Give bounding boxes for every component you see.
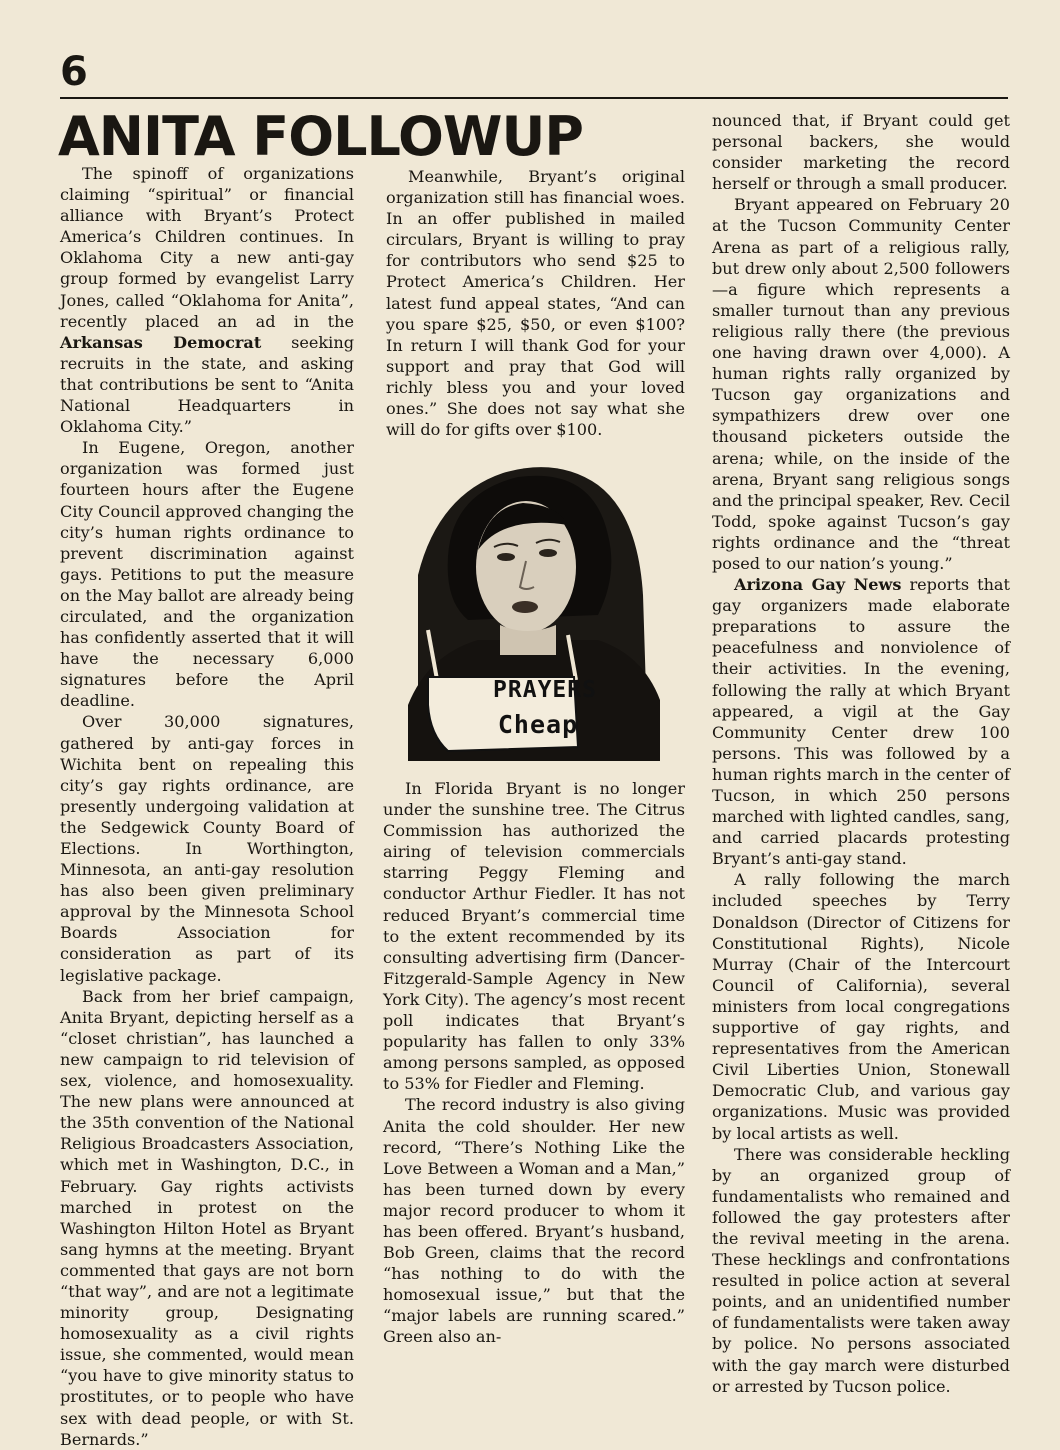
paragraph-text: reports that gay organizers made elaborate preparations to assure the peacefulness and nonviolence of their activities. In the evening, following the rally at which Bryant appeared, a vigil at the Gay Community Center drew 100 persons. This was followed by a human rights march in the center of Tucson, in which 250 persons marched with lighted candles, sang, and carried placards protesting Bryant’s anti-gay stand. bbox=[712, 575, 1010, 869]
article-column-2-top bbox=[386, 166, 685, 440]
article-headline: ANITA FOLLOWUP bbox=[58, 105, 583, 168]
placard-line-2: Cheap bbox=[497, 710, 579, 739]
paragraph-text: seeking recruits in the state, and asking that contributions be sent to “Anita National Headquarters in Oklahoma City.” bbox=[60, 332, 354, 437]
paragraph-text: The spinoff of organizations claiming “spiritual” or financial alliance with Bryant’s Protect America’s Children continues. In Oklahoma City a new anti-gay group formed by evangelist Larry Jones, called “Oklahoma for Anita”, recently placed an ad in the bbox=[60, 164, 354, 331]
publication-name: Arkansas Democrat bbox=[60, 332, 262, 352]
paragraph bbox=[60, 163, 354, 437]
header-rule bbox=[60, 97, 1008, 99]
article-column-2-bottom bbox=[383, 778, 685, 1348]
paragraph-continuation: nounced that, if Bryant could get personal backers, she would consider marketing the record herself or through a small producer. bbox=[712, 111, 1010, 194]
paragraph: Back from her brief campaign, Anita Bryant, depicting herself as a “closet christian”, has launched a new campaign to rid television of sex, violence, and homosexuality. The new plans were announced at the 35th convention of the National Religious Broadcasters Association, which met in Washington, D.C., in February. Gay rights activists marched in protest on the Washington Hilton Hotel as Bryant sang hymns at the meeting. Bryant commented that gays are not born “that way”, and are not a legitimate minority group, Designating homosexuality as a civil rights issue, she commented, would mean “you have to give minority status to prostitutes, or to people who have sex with dead people, or with St. Bernards.” bbox=[60, 986, 354, 1449]
placard-line-1: PRAYERS bbox=[493, 677, 597, 703]
paragraph: In Florida Bryant is no longer under the sunshine tree. The Citrus Commission has authorized the airing of television commercials starring Peggy Fleming and conductor Arthur Fiedler. It has not reduced Bryant’s commercial time to the extent recommended by its consulting advertising firm (Dancer-Fitzgerald-Sample Agency in New York City). The agency’s most recent poll indicates that Bryant’s popularity has fallen to only 33% among persons sampled, as opposed to 53% for Fiedler and Fleming. bbox=[383, 779, 685, 1094]
anita-bryant-photo bbox=[408, 455, 660, 761]
article-column-1 bbox=[60, 163, 354, 1450]
paragraph: Meanwhile, Bryant’s original organization still has financial woes. In an offer published in mailed circulars, Bryant is willing to pray for contributors who send $25 to Protect America’s Children. Her latest fund appeal states, “And can you spare $25, $50, or even $100? In return I will thank God for your support and pray that God will richly bless you and your loved ones.” She does not say what she will do for gifts over $100. bbox=[386, 167, 685, 440]
paragraph: There was considerable heckling by an organized group of fundamentalists who remained and followed the gay protesters after the revival meeting in the arena. These hecklings and confrontations resulted in police action at several points, and an unidentified number of fundamentalists were taken away by police. No persons associated with the gay march were disturbed or arrested by Tucson police. bbox=[712, 1144, 1010, 1396]
paragraph: Over 30,000 signatures, gathered by anti-gay forces in Wichita bent on repealing this city’s gay rights ordinance, are presently undergoing validation at the Sedgewick County Board of Elections. In Worthington, Minnesota, an anti-gay resolution has also been given preliminary approval by the Minnesota School Boards Association for consideration as part of its legislative package. bbox=[60, 712, 354, 985]
paragraph: A rally following the march included speeches by Terry Donaldson (Director of Citizens for Constitutional Rights), Nicole Murray (Chair of the Intercourt Council of California), several ministers from local congregations supportive of gay rights, and representatives from the American Civil Liberties Union, Stonewall Democratic Club, and various gay organizations. Music was provided by local artists as well. bbox=[712, 870, 1010, 1143]
paragraph: Bryant appeared on February 20 at the Tucson Community Center Arena as part of a religious rally, but drew only about 2,500 followers—a figure which represents a smaller turnout than any previous religious rally there (the previous one having drawn over 4,000). A human rights rally organized by Tucson gay organizations and sympathizers drew over one thousand picketers outside the arena; while, on the inside of the arena, Bryant sang religious songs and the principal speaker, Rev. Cecil Todd, spoke against Tucson’s gay rights ordinance and the “threat posed to our nation’s young.” bbox=[712, 195, 1010, 573]
paragraph: In Eugene, Oregon, another organization was formed just fourteen hours after the Eugene City Council approved changing the city’s human rights ordinance to prevent discrimination against gays. Petitions to put the measure on the May ballot are already being circulated, and the organization has confidently asserted that it will have the necessary 6,000 signatures before the April deadline. bbox=[60, 438, 354, 711]
paragraph bbox=[712, 574, 1010, 869]
paragraph: The record industry is also giving Anita the cold shoulder. Her new record, “There’s Nothing Like the Love Between a Woman and a Man,” has been turned down by every major record producer to whom it has been offered. Bryant’s husband, Bob Green, claims that the record “has nothing to do with the homosexual issue,” but that the “major labels are running scared.” Green also an- bbox=[383, 1095, 685, 1347]
article-column-3 bbox=[712, 110, 1010, 1397]
page-number: 6 bbox=[60, 49, 88, 95]
publication-name: Arizona Gay News bbox=[734, 575, 902, 595]
